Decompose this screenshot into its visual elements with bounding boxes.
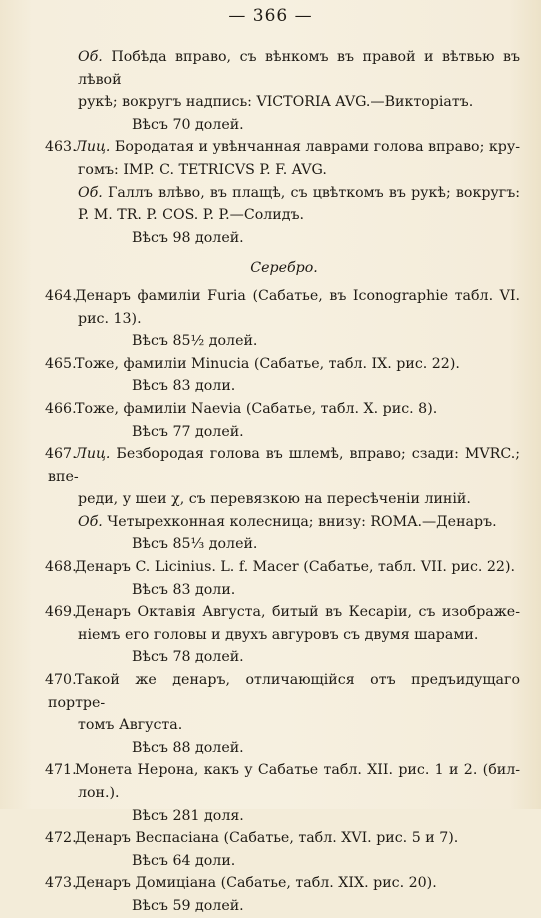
entry-number: 470. (45, 672, 77, 689)
text-line (45, 398, 520, 421)
text-line (48, 182, 520, 205)
text-line (45, 669, 520, 714)
line-text: Вѣсъ 83 доли. (132, 378, 236, 395)
text-line (48, 375, 520, 398)
text-line (48, 714, 520, 737)
side-label: Лиц. (75, 446, 111, 463)
line-text: Галлъ влѣво, въ плащѣ, съ цвѣткомъ въ рукѣ; вокругъ: (102, 184, 520, 201)
text-line (48, 91, 520, 114)
line-text: Денаръ Веспасіана (Сабатье, табл. XVI. рис. 5 и 7). (75, 830, 459, 847)
text-line (48, 624, 520, 647)
line-text: Денаръ фамиліи Furia (Сабатье, въ Iconographie табл. VI. (75, 287, 520, 304)
line-text: P. M. TR. P. COS. P. P.—Солидъ. (78, 207, 304, 224)
entry-number: 468. (45, 559, 77, 576)
line-text: гомъ: IMP. C. TETRICVS P. F. AVG. (78, 161, 327, 178)
side-label: Лиц. (75, 139, 111, 156)
line-text: Денаръ C. Licinius. L. f. Macer (Сабатье, табл. VII. рис. 22). (75, 559, 516, 576)
text-line (45, 285, 520, 308)
line-text: томъ Августа. (78, 717, 183, 734)
line-text: Вѣсъ 59 долей. (132, 897, 244, 914)
text-line (48, 159, 520, 182)
text-line (48, 895, 520, 918)
line-text: рукѣ; вокругъ надпись: VICTORIA AVG.—Викторіатъ. (78, 94, 474, 111)
text-line (48, 533, 520, 556)
line-text: Безбородая голова въ шлемѣ, вправо; сзади: MVRC.; впе- (48, 446, 520, 485)
text-line (45, 353, 520, 376)
entry-number: 471. (45, 762, 77, 779)
line-text: Четырехконная колесница; внизу: ROMA.—Денаръ. (102, 513, 497, 530)
entry-number: 463. (45, 139, 77, 156)
line-text: Побѣда вправо, съ вѣнкомъ въ правой и вѣтвью въ лѣвой (78, 49, 520, 88)
line-text: Вѣсъ 78 долей. (132, 649, 244, 666)
line-text: Денаръ Домиціана (Сабатье, табл. XIX. рис. 20). (75, 875, 437, 892)
text-line (48, 114, 520, 137)
line-text: реди, у шеи χ, съ перевязкою на пересѣченіи линій. (78, 491, 471, 508)
text-line (48, 330, 520, 353)
page-number: — 366 — (228, 6, 313, 26)
side-label: Об. (78, 49, 103, 65)
page-body (45, 46, 520, 918)
entry-number: 467. (45, 446, 77, 463)
line-text: Тоже, фамиліи Minucia (Сабатье, табл. IX. рис. 22). (75, 355, 460, 372)
text-line (48, 511, 520, 534)
entry-number: 465. (45, 355, 77, 372)
side-label: Об. (78, 513, 103, 530)
line-text: Вѣсъ 85⅓ долей. (132, 536, 258, 553)
text-line (48, 227, 520, 250)
text-line (48, 488, 520, 511)
line-text: Вѣсъ 85½ долей. (132, 333, 258, 350)
text-line (48, 805, 520, 828)
entry-number: 472. (45, 830, 77, 847)
text-line (48, 46, 520, 91)
text-line (48, 850, 520, 873)
text-line (48, 737, 520, 760)
text-line (48, 421, 520, 444)
text-line (48, 646, 520, 669)
entry-number: 473. (45, 875, 77, 892)
section-heading: Серебро. (250, 260, 318, 277)
line-text: Бородатая и увѣнчанная лаврами голова вправо; кру- (110, 139, 520, 156)
text-line (48, 308, 520, 331)
line-text: Вѣсъ 77 долей. (132, 423, 244, 440)
text-line (48, 579, 520, 602)
text-line (45, 556, 520, 579)
line-text: Вѣсъ 70 долей. (132, 116, 244, 133)
entry-number: 466. (45, 400, 77, 417)
entry-number: 469. (45, 604, 77, 621)
line-text: Вѣсъ 281 доля. (132, 807, 244, 824)
text-line (45, 601, 520, 624)
text-line (45, 827, 520, 850)
line-text: лон.). (78, 785, 120, 801)
line-text: Монета Нерона, какъ у Сабатье табл. XII. рис. 1 и 2. (бил- (75, 762, 520, 779)
line-text: Вѣсъ 88 долей. (132, 739, 244, 756)
text-line (45, 759, 520, 782)
line-text: Такой же денаръ, отличающійся отъ предъидущаго портре- (48, 672, 520, 711)
line-text: рис. 13). (78, 310, 142, 327)
text-line (48, 782, 520, 805)
line-text: Денаръ Октавія Августа, битый въ Кесаріи, съ изображе- (75, 604, 520, 621)
line-text: Тоже, фамиліи Naevia (Сабатье, табл. X. рис. 8). (75, 400, 438, 417)
text-line (48, 204, 520, 227)
text-line (45, 136, 520, 159)
line-text: Вѣсъ 83 доли. (132, 581, 236, 598)
entry-number: 464. (45, 287, 77, 304)
line-text: Вѣсъ 98 долей. (132, 229, 244, 246)
text-line (45, 443, 520, 488)
line-text: ніемъ его головы и двухъ авгуровъ съ двумя шарами. (78, 626, 479, 643)
side-label: Об. (78, 184, 103, 201)
line-text: Вѣсъ 64 доли. (132, 852, 236, 869)
text-line (45, 872, 520, 895)
